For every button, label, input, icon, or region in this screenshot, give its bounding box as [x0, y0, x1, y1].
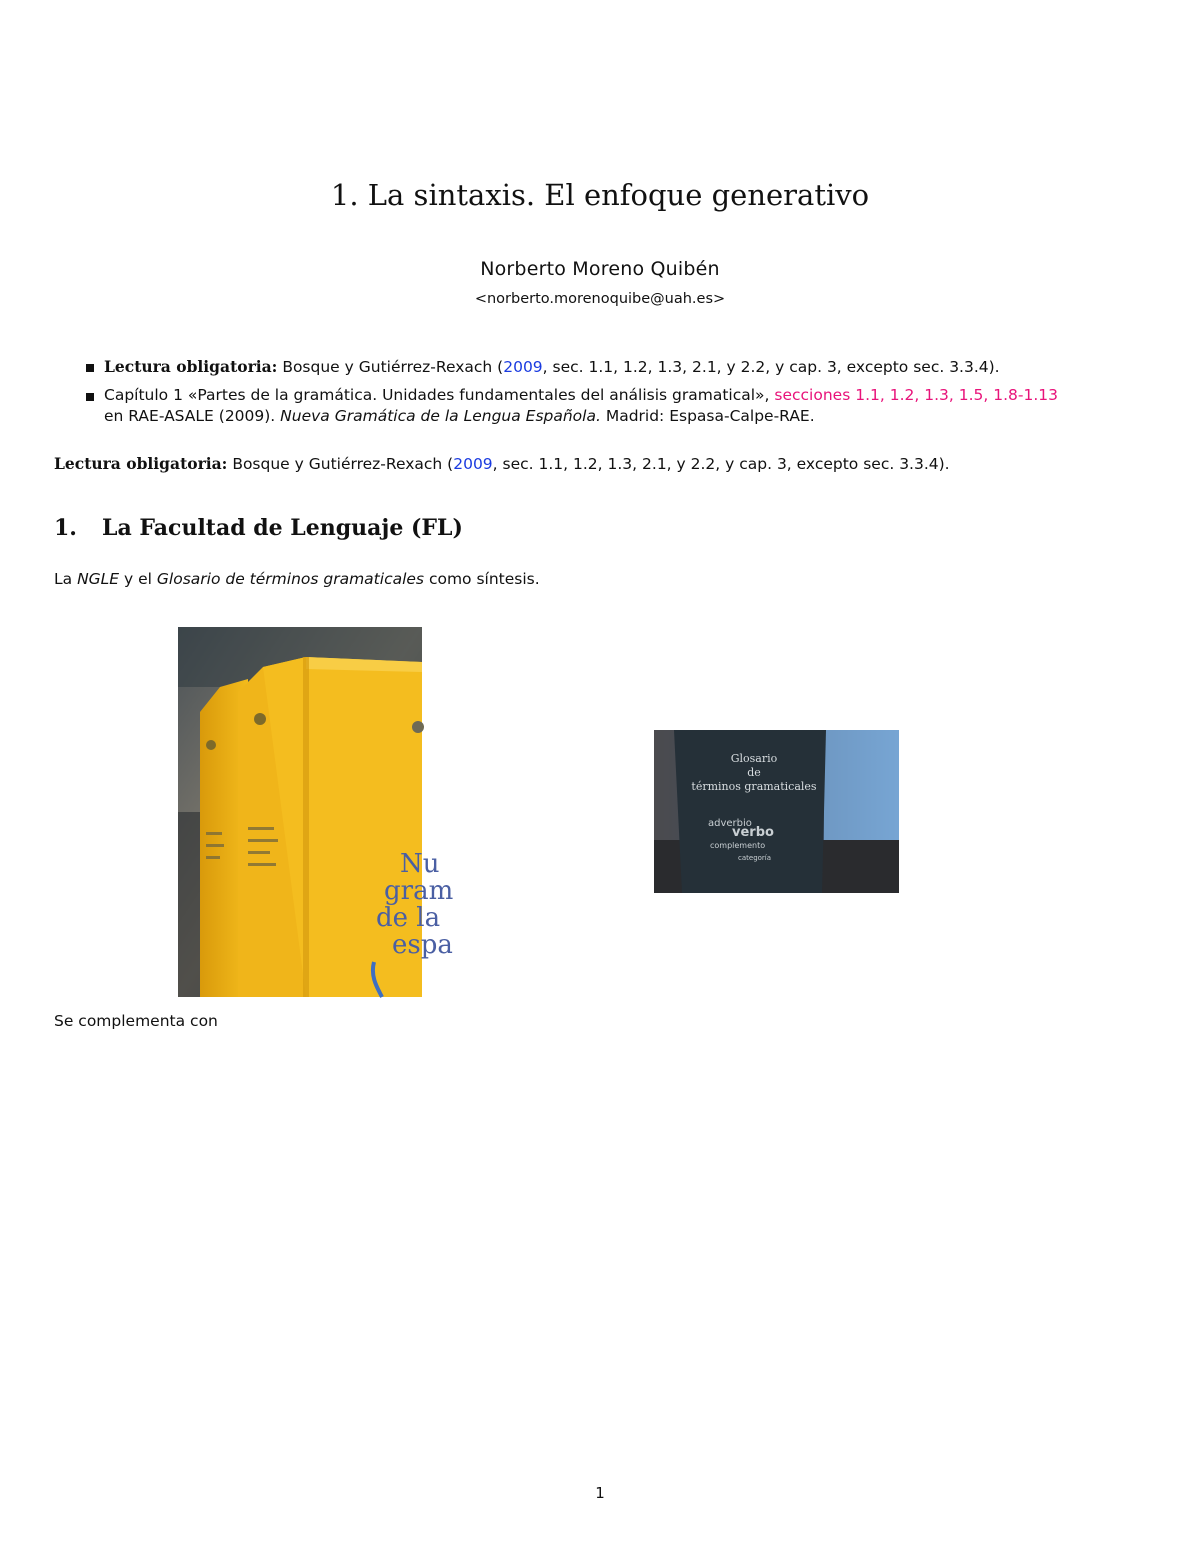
- cover-text: de: [747, 766, 761, 779]
- citation-link[interactable]: 2009: [503, 358, 543, 376]
- cover-text: adverbio: [708, 818, 752, 829]
- label-bold: Lectura obligatoria:: [104, 357, 278, 376]
- section-number: 1.: [54, 515, 77, 541]
- ngle-book-photo: [178, 627, 454, 997]
- bullet-square-icon: [86, 393, 94, 401]
- intro-paragraph: La NGLE y el Glosario de términos gramaticales como síntesis.: [54, 570, 540, 588]
- cover-text: espa: [392, 930, 453, 960]
- citation-link[interactable]: 2009: [453, 455, 493, 473]
- section-heading: [54, 515, 463, 541]
- section-title: La Facultad de Lenguaje (FL): [102, 515, 463, 541]
- glosario-book-photo: [654, 730, 899, 893]
- cover-text: categoría: [738, 854, 772, 862]
- author-name: Norberto Moreno Quibén: [480, 258, 720, 280]
- cover-text: complemento: [710, 841, 766, 850]
- page-number: 1: [595, 1484, 605, 1502]
- cover-text: gram: [384, 876, 454, 906]
- reading-list: [84, 356, 1194, 434]
- bullet-square-icon: [86, 364, 94, 372]
- cover-text: Glosario: [730, 752, 778, 765]
- cover-text: de la: [376, 903, 441, 933]
- cover-text: Nu: [400, 849, 440, 879]
- list-item: Lectura obligatoria: Bosque y Gutiérrez-Rexach (2009, sec. 1.1, 1.2, 1.3, 2.1, y 2.2, y cap. 3, excepto sec. 3.3.4).: [84, 356, 1194, 378]
- closing-paragraph: Se complementa con: [54, 1012, 218, 1030]
- book-title: Nueva Gramática de la Lengua Española.: [280, 407, 601, 425]
- sections-highlight: secciones 1.1, 1.2, 1.3, 1.5, 1.8-1.13: [774, 386, 1058, 404]
- list-item: Capítulo 1 «Partes de la gramática. Unidades fundamentales del análisis gramatical», secciones 1.1, 1.2, 1.3, 1.5, 1.8-1.13 en RAE-ASALE (2009). Nueva Gramática de la Lengua Española. Madrid: Espasa-Calpe-RAE.: [84, 385, 1194, 427]
- cover-text: términos gramaticales: [691, 780, 817, 793]
- document-title: 1. La sintaxis. El enfoque generativo: [330, 178, 870, 212]
- mandatory-reading-paragraph: Lectura obligatoria: Bosque y Gutiérrez-Rexach (2009, sec. 1.1, 1.2, 1.3, 2.1, y 2.2, y cap. 3, excepto sec. 3.3.4).: [54, 454, 950, 473]
- author-email: <norberto.morenoquibe@uah.es>: [474, 291, 726, 307]
- cover-text: verbo: [732, 825, 774, 840]
